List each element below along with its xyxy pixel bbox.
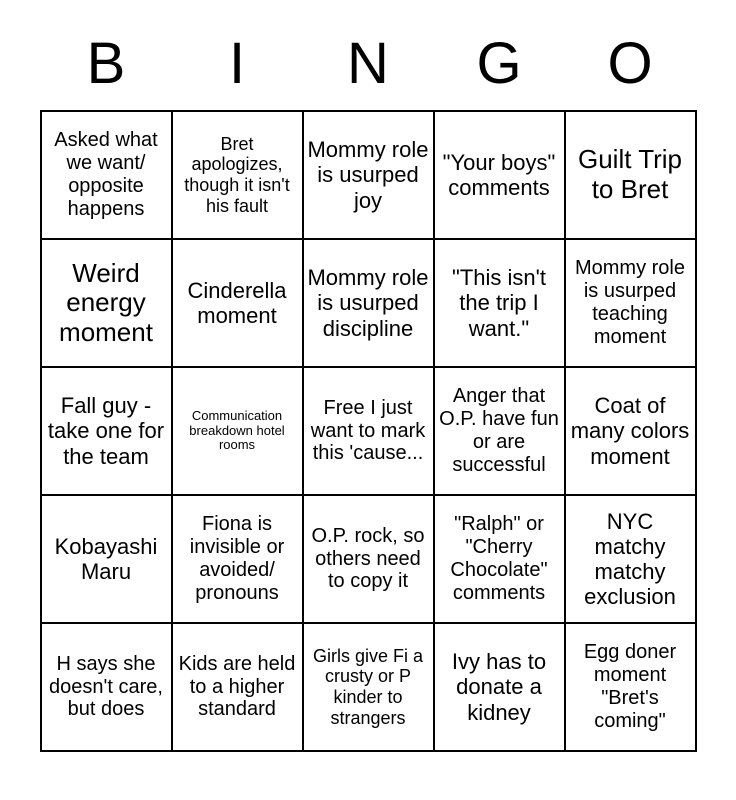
bingo-cell[interactable]: Weird energy moment: [41, 239, 172, 367]
bingo-row: [41, 495, 696, 623]
bingo-header-letter-i: I: [228, 31, 246, 96]
bingo-cell[interactable]: Fiona is invisible or avoided/ pronouns: [172, 495, 303, 623]
bingo-cell[interactable]: Anger that O.P. have fun or are successful: [434, 367, 565, 495]
bingo-cell[interactable]: Egg doner moment "Bret's coming": [565, 623, 696, 751]
bingo-cell[interactable]: Ivy has to donate a kidney: [434, 623, 565, 751]
bingo-cell[interactable]: Guilt Trip to Bret: [565, 111, 696, 239]
bingo-header-letter-o: O: [607, 31, 653, 96]
bingo-header-letter-n: N: [347, 31, 389, 96]
bingo-cell[interactable]: Fall guy - take one for the team: [41, 367, 172, 495]
bingo-cell-free[interactable]: Free I just want to mark this 'cause...: [303, 367, 434, 495]
bingo-row: [41, 623, 696, 751]
bingo-cell[interactable]: Mommy role is usurped teaching moment: [565, 239, 696, 367]
bingo-grid: [40, 110, 697, 752]
bingo-cell[interactable]: Mommy role is usurped joy: [303, 111, 434, 239]
bingo-cell[interactable]: Kobayashi Maru: [41, 495, 172, 623]
bingo-cell[interactable]: O.P. rock, so others need to copy it: [303, 495, 434, 623]
bingo-cell[interactable]: Bret apologizes, though it isn't his fault: [172, 111, 303, 239]
bingo-cell[interactable]: Kids are held to a higher standard: [172, 623, 303, 751]
bingo-cell[interactable]: "This isn't the trip I want.": [434, 239, 565, 367]
bingo-cell[interactable]: Coat of many colors moment: [565, 367, 696, 495]
bingo-cell[interactable]: Mommy role is usurped discipline: [303, 239, 434, 367]
bingo-cell[interactable]: Communication breakdown hotel rooms: [172, 367, 303, 495]
bingo-row: [41, 367, 696, 495]
bingo-cell[interactable]: Asked what we want/ opposite happens: [41, 111, 172, 239]
bingo-cell[interactable]: Girls give Fi a crusty or P kinder to strangers: [303, 623, 434, 751]
bingo-header: [41, 0, 696, 100]
bingo-header-letter-b: B: [86, 31, 126, 96]
bingo-cell[interactable]: "Ralph" or "Cherry Chocolate" comments: [434, 495, 565, 623]
bingo-cell[interactable]: NYC matchy matchy exclusion: [565, 495, 696, 623]
bingo-row: [41, 239, 696, 367]
bingo-cell[interactable]: Cinderella moment: [172, 239, 303, 367]
bingo-row: [41, 111, 696, 239]
bingo-cell[interactable]: H says she doesn't care, but does: [41, 623, 172, 751]
bingo-cell[interactable]: "Your boys" comments: [434, 111, 565, 239]
bingo-header-letter-g: G: [476, 31, 522, 96]
